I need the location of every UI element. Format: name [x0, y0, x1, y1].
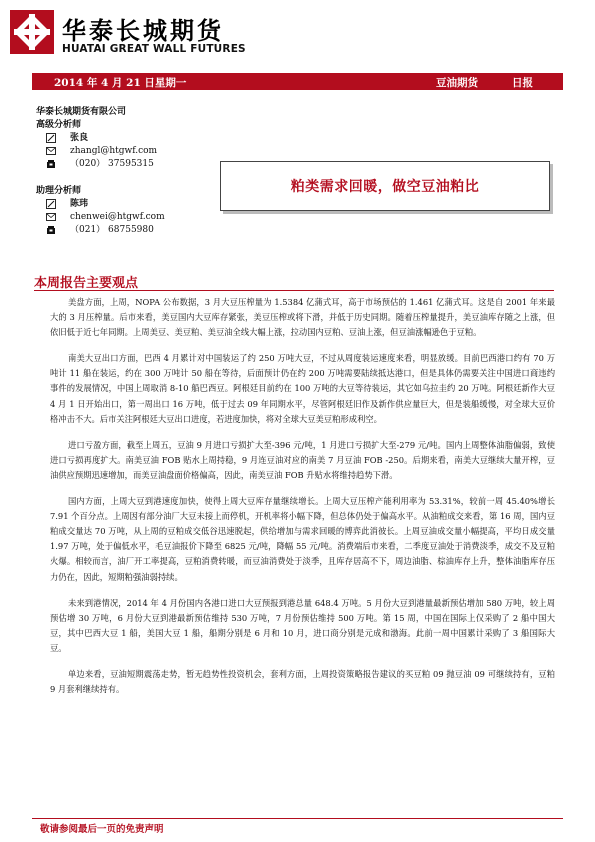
pen-icon	[46, 199, 56, 209]
report-body	[50, 295, 555, 697]
senior-analyst-role: 高级分析师	[36, 120, 82, 130]
report-banner	[32, 73, 563, 90]
analyst-info	[36, 106, 216, 237]
paragraph-arrivals: 未来到港情况，2014 年 4 月份国内各港口进口大豆预报到港总量 648.4 万吨。5 月份大豆到港量最新预估增加 580 万吨，较上周预估增 30 万吨，6 月份大豆到港最新预估维持 530 万吨，7 月份预估维持 500 万吨。第 15 周，中国在国际上仅采购了 2 船中国大豆，其中巴西大豆 1 船，美国大豆 1 船，船期分别是 6 月和 10 月，进口商分别是元成和渤海。此前一周中国累计采购了 3 船国际大豆。	[50, 597, 555, 653]
paragraph-south-america-exports: 南美大豆出口方面，巴西 4 月累计对中国装运了约 250 万吨大豆，不过从周度装运速度来看，明显放缓。目前巴西港口约有 70 万吨计 11 船在装运，约在 300 万吨计 50 船在等待，后面预计仍在约 200 万吨需要陆续抵达港口，但是具体仍需要关注中国进口商违约事件的发展情况，中国上周取消 8-10 船巴西豆。阿根廷目前约在 100 万吨的大豆等待装运，其它如乌拉圭约 20 万吨。阿根廷新作大豆 4 月 1 日开始出口，第一周出口 16 万吨，低于过去 09 年同期水平，尽管阿根廷旧作及新作供应量巨大，但是装船缓慢，对全球大豆价格冲击不大。后市关注阿根廷大豆出口进度，若进度加快，将对全球大豆美豆粕形成利空。	[50, 353, 555, 424]
report-type: 日报	[512, 77, 533, 89]
company-logo	[10, 8, 310, 60]
section-divider	[34, 290, 554, 291]
email-icon	[46, 212, 56, 222]
senior-analyst-name: 张良	[70, 133, 89, 143]
report-date: 2014 年 4 月 21 日星期一	[54, 77, 187, 89]
senior-analyst-phone: （020） 37595315	[70, 159, 154, 169]
headline-box	[220, 161, 550, 211]
paragraph-strategy: 单边来看，豆油短期震荡走势，暂无趋势性投资机会，套利方面，上周投资策略报告建议的买豆粕 09 抛豆油 09 可继续持有，豆粕 9 月套利继续持有。	[50, 668, 555, 695]
assistant-analyst-phone: （021） 68755980	[70, 225, 154, 235]
phone-icon	[46, 159, 56, 169]
brand-name-cn: 华泰长城期货	[62, 17, 224, 45]
report-category: 豆油期货	[436, 77, 478, 89]
paragraph-import-margin: 进口亏盈方面，截至上周五，豆油 9 月进口亏损扩大至-396 元/吨，1 月进口亏损扩大至-279 元/吨。国内上周整体油脂偏弱，致使进口亏损再度扩大。南美豆油 FOB 贴水上周持稳，9 月连豆油对应的南美 7 月豆油 FOB -250。后期来看，南美大豆继续大量开榨，豆油供应预期迅速增加，而美豆油盘面价格偏高，因此，南美豆油 FOB 升贴水将维持趋势下滑。	[50, 439, 555, 480]
footer-divider	[32, 818, 563, 819]
section-title: 本周报告主要观点	[34, 276, 139, 291]
brand-name-en: HUATAI GREAT WALL FUTURES	[62, 43, 246, 55]
paragraph-domestic: 国内方面，上周大豆到港速度加快，使得上周大豆库存量继续增长。上周大豆压榨产能利用率为 53.31%，较前一周 45.40%增长 7.91 个百分点。上周因有部分油厂大豆未接上而停机，开机率将小幅下降，但总体仍处于偏高水平。从油粕成交来看，第 16 周，国内豆粕成交量达 70 万吨，从上周的豆粕成交低谷迅速脱起，供给增加与需求回暖的博弈此消彼长。上周豆油成交量小幅提高，平均日成交量 1.97 万吨，处于偏低水平，毛豆油报价下降至 6825 元/吨，降幅 55 元/吨。消费端后市来看，二季度豆油处于消费淡季，成交不及豆粕火爆。相较而言，油厂开工率提高，豆粕消费转暖，而豆油消费处于淡季，且库存居高不下，周边油脂、棕油库存上升，整体油脂库存压力仍在，因此，短期粕强油弱持续。	[50, 496, 555, 582]
assistant-analyst-name: 陈玮	[70, 199, 89, 209]
assistant-analyst-email[interactable]: chenwei@htgwf.com	[70, 212, 165, 222]
phone-icon	[46, 225, 56, 235]
company-name: 华泰长城期货有限公司	[36, 107, 127, 117]
report-headline: 粕类需求回暖，做空豆油粕比	[290, 179, 480, 195]
email-icon	[46, 146, 56, 156]
pen-icon	[46, 133, 56, 143]
senior-analyst-email[interactable]: zhangl@htgwf.com	[70, 146, 158, 156]
logo-mark-icon	[10, 10, 54, 54]
paragraph-us-market: 美盘方面，上周，NOPA 公布数据，3 月大豆压榨量为 1.5384 亿蒲式耳，高于市场预估的 1.461 亿蒲式耳。这是自 2001 年来最大的 3 月压榨量。后市来看，美豆国内大豆库存紧张，美豆压榨或将下滑，并低于历史同期。随着压榨量提升，美豆油库存随之上涨，但依旧低于近七年同期。上周美豆、美豆粕、美豆油全线大幅上涨，拉动国内豆粕、豆油上涨，但豆油涨幅逊色于豆粕。	[50, 297, 555, 338]
assistant-analyst-role: 助理分析师	[36, 186, 82, 196]
disclaimer-note: 敬请参阅最后一页的免责声明	[40, 824, 164, 835]
